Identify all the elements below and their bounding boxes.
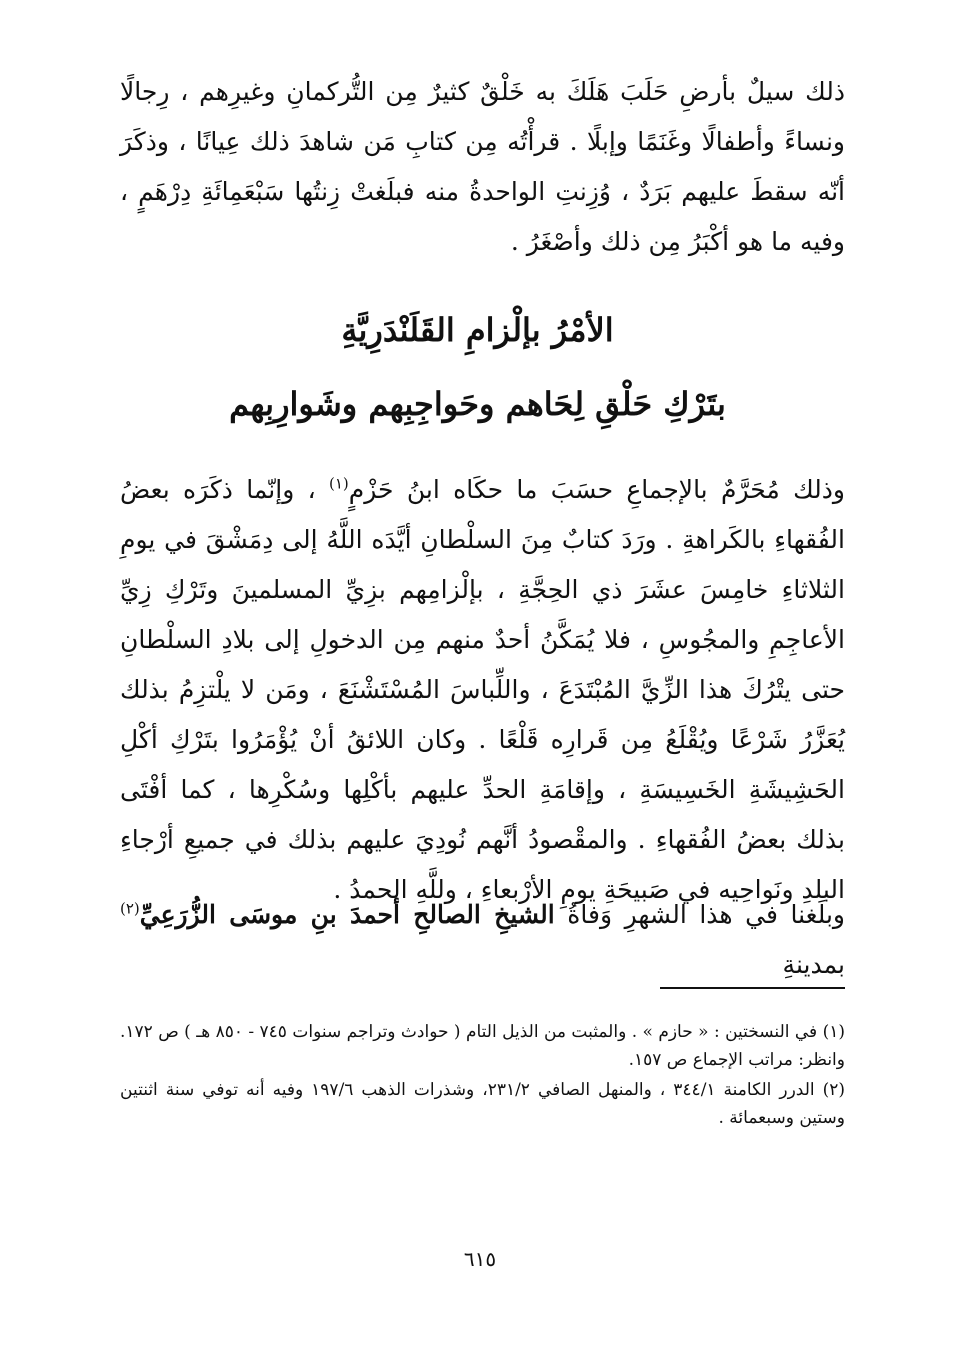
footnote-reference-2: (٢) (120, 899, 140, 918)
main-paragraph (120, 465, 845, 915)
footnote-separator (660, 987, 845, 989)
opening-paragraph: ذلك سيلٌ بأرضِ حَلَبَ هَلَكَ به خَلْقٌ كثيرٌ مِن التُّركمانِ وغيرِهم ، رِجالًا ونساءً وأطفالًا وغَنَمًا وإبلًا . قرأْتُه مِن كتابِ مَن شاهدَ ذلك عِيانًا ، وذكَرَ أنّه سقطَ عليهم بَرَدٌ ، وُزِنتِ الواحدةُ منه فبلَغتْ زِنتُها سَبْعَمِائَةِ دِرْهَمٍ ، وفيه ما هو أكْبَرُ مِن ذلك وأصْغَرُ . (120, 77, 845, 256)
news-paragraph-suffix: بمدينةِ (782, 950, 845, 979)
footnotes (120, 1018, 845, 1134)
main-paragraph-text-start: وذلك مُحَرَّمٌ بالإجماعِ حسَبَ ما حكَاه ابنُ حَزْمٍ (348, 475, 845, 504)
sheikh-name: الشيخِ الصالحِ أحمدَ بنِ موسَى الزُّرَعِيِّ (139, 900, 555, 929)
section-heading-line-1: الأمْرُ بإلْزامِ القَلَنْدَرِيَّةِ (341, 311, 614, 349)
footnote-2: (٢) الدرر الكامنة ٣٤٤/١ ، والمنهل الصافي ٢٣١/٢، وشذرات الذهب ١٩٧/٦ وفيه أنه توفي سنة اثنتين وستين وسبعمائة . (120, 1080, 845, 1128)
news-paragraph-prefix: وبلَغنا في هذا الشهرِ وَفاةُ (567, 900, 845, 929)
main-paragraph-text-rest: ، وإنّما ذكَرَه بعضُ الفُقهاءِ بالكَراهةِ . ورَدَ كتابٌ مِنَ السلْطانِ أيَّدَه اللَّهُ إلى دِمَشْقَ في يومِ الثلاثاءِ خامِسَ عشَرَ ذي الحِجَّةِ ، بإلْزامِهم بزِيِّ المسلمينَ وتَرْكِ زِيِّ الأعاجِمِ والمجُوسِ ، فلا يُمَكَّنُ أحدٌ منهم مِن الدخولِ إلى بلادِ السلْطانِ حتى يتْرُكَ هذا الزِّيَّ المُبْتَدَعَ ، واللِّباسَ المُسْتَشْنَعَ ، ومَن لا يلْتزِمُ بذلك يُعَزَّرُ شَرْعًا ويُقْلَعُ مِن قَرارِه قَلْعًا . وكان اللائقُ أنْ يُؤْمَرُوا بتَرْكِ أكْلِ الحَشِيشَةِ الخَسِيسَةِ ، وإقامَةِ الحدِّ عليهم بأكْلِها وسُكْرِها ، كما أفْتَى بذلك بعضُ الفُقهاءِ . والمقْصودُ أنَّهم نُودِيَ عليهم بذلك في جميعِ أرْجاءِ البلدِ ونَواحِيه في صَبيحَةِ يومِ الأرْبعاءِ ، وللَّهِ الحمدُ . (120, 475, 845, 904)
page-number: ٦١٥ (463, 1247, 497, 1271)
footnote-reference-1: (١) (329, 474, 349, 493)
footnote-1: (١) في النسختين : « حازم » . والمثبت من الذيل التام ( حوادث وتراجم سنوات ٧٤٥ - ٨٥٠ هـ ) ص ١٧٢. وانظر: مراتب الإجماع ص ١٥٧. (120, 1022, 845, 1070)
section-heading-line-2: بتَرْكِ حَلْقِ لِحَاهم وحَواجِبِهم وشَوارِبِهم (229, 385, 726, 423)
news-paragraph (120, 890, 845, 990)
